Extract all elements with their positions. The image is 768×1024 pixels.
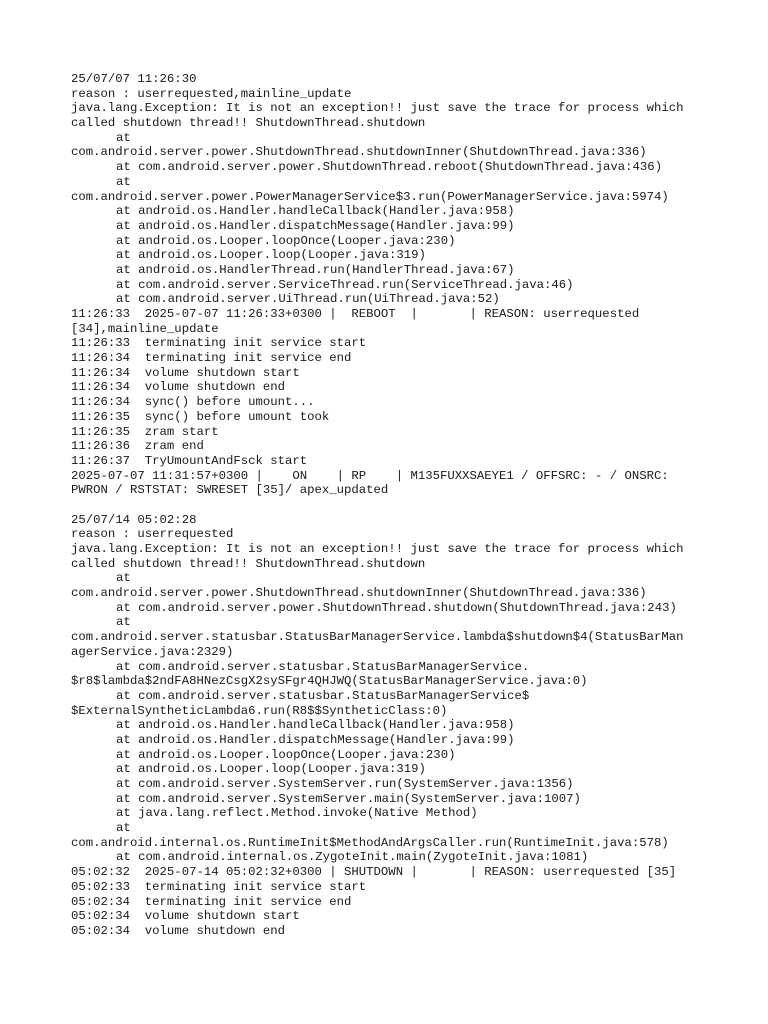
log-line: 05:02:34 terminating init service end	[71, 894, 352, 909]
log-line: at	[116, 174, 131, 189]
log-line: 11:26:34 volume shutdown end	[71, 380, 286, 395]
log-line: 05:02:33 terminating init service start	[71, 879, 367, 894]
log-line: com.android.server.power.ShutdownThread.shutdownInner(ShutdownThread.java:336)	[71, 145, 647, 160]
log-line: at	[116, 615, 131, 630]
log-line: at android.os.Looper.loopOnce(Looper.java:230)	[116, 233, 456, 248]
log-line: 05:02:32 2025-07-14 05:02:32+0300 | SHUTDOWN | | REASON: userrequested [35]	[71, 865, 677, 880]
log-line: at java.lang.reflect.Method.invoke(Native Method)	[116, 806, 478, 821]
log-line: 05:02:34 volume shutdown end	[71, 923, 286, 938]
log-line: reason : userrequested,mainline_update	[71, 86, 352, 101]
log-line: called shutdown thread!! ShutdownThread.shutdown	[71, 556, 426, 571]
log-line: at android.os.Looper.loop(Looper.java:319)	[116, 248, 426, 263]
log-line: reason : userrequested	[71, 527, 234, 542]
log-line: 25/07/14 05:02:28	[71, 512, 197, 527]
log-line: called shutdown thread!! ShutdownThread.shutdown	[71, 116, 426, 131]
log-line: at com.android.server.SystemServer.run(SystemServer.java:1356)	[116, 777, 574, 791]
log-line: at android.os.Handler.handleCallback(Handler.java:958)	[116, 718, 515, 733]
log-line: 11:26:37 TryUmountAndFsck start	[71, 453, 308, 468]
log-line: at	[116, 130, 131, 145]
log-line: 25/07/07 11:26:30	[71, 72, 197, 86]
log-line: at android.os.Handler.dispatchMessage(Handler.java:99)	[116, 218, 515, 233]
log-line: [34],mainline_update	[71, 321, 219, 336]
log-line: at android.os.Handler.dispatchMessage(Handler.java:99)	[116, 732, 515, 747]
log-line: at com.android.server.SystemServer.main(SystemServer.java:1007)	[116, 791, 581, 806]
log-line: PWRON / RSTSTAT: SWRESET [35]/ apex_updated	[71, 483, 389, 498]
log-line: $r8$lambda$2ndFA8HNezCsgX2sySFgr4QHJWQ(StatusBarManagerService.java:0)	[71, 674, 588, 689]
log-line: at com.android.server.ServiceThread.run(ServiceThread.java:46)	[116, 277, 574, 292]
log-line: com.android.server.statusbar.StatusBarManagerService.lambda$shutdown$4(StatusBarMan	[71, 630, 684, 645]
log-line: 05:02:34 volume shutdown start	[71, 909, 300, 924]
log-line: 11:26:34 sync() before umount...	[71, 395, 315, 410]
log-line: at com.android.server.power.ShutdownThread.shutdown(ShutdownThread.java:243)	[116, 600, 677, 615]
log-line: at com.android.server.power.ShutdownThread.reboot(ShutdownThread.java:436)	[116, 160, 663, 175]
log-line: at	[116, 571, 131, 586]
log-line: at android.os.Looper.loop(Looper.java:319)	[116, 762, 426, 777]
log-line: com.android.server.power.ShutdownThread.shutdownInner(ShutdownThread.java:336)	[71, 586, 647, 601]
log-line: at com.android.server.UiThread.run(UiThread.java:52)	[116, 292, 500, 307]
log-line: agerService.java:2329)	[71, 644, 234, 659]
blank-line	[71, 498, 711, 513]
log-line: at com.android.internal.os.ZygoteInit.main(ZygoteInit.java:1081)	[116, 850, 589, 865]
log-line: java.lang.Exception: It is not an exception!! just save the trace for process which	[71, 542, 684, 556]
log-line: 2025-07-07 11:31:57+0300 | ON | RP | M135FUXXSAEYE1 / OFFSRC: - / ONSRC:	[71, 468, 669, 483]
log-line: at android.os.HandlerThread.run(HandlerThread.java:67)	[116, 262, 515, 277]
log-line: com.android.internal.os.RuntimeInit$MethodAndArgsCaller.run(RuntimeInit.java:578)	[71, 835, 669, 850]
log-line: 11:26:35 sync() before umount took	[71, 409, 330, 424]
log-line: 11:26:34 terminating init service end	[71, 351, 352, 366]
log-line: 11:26:36 zram end	[71, 439, 204, 454]
log-line: 11:26:35 zram start	[71, 424, 219, 439]
log-line: 11:26:33 terminating init service start	[71, 336, 367, 351]
log-line: java.lang.Exception: It is not an exception!! just save the trace for process which	[71, 101, 684, 116]
log-line: 11:26:34 volume shutdown start	[71, 365, 300, 380]
log-text-block	[71, 72, 711, 939]
log-line: at com.android.server.statusbar.StatusBarManagerService.	[116, 659, 530, 674]
log-line: 11:26:33 2025-07-07 11:26:33+0300 | REBOOT | | REASON: userrequested	[71, 307, 640, 321]
log-line: $ExternalSyntheticLambda6.run(R8$$SyntheticClass:0)	[71, 703, 448, 718]
log-line: at android.os.Looper.loopOnce(Looper.java:230)	[116, 747, 456, 762]
log-line: at com.android.server.statusbar.StatusBarManagerService$	[116, 688, 530, 703]
log-line: at	[116, 821, 131, 836]
log-line: com.android.server.power.PowerManagerService$3.run(PowerManagerService.java:5974)	[71, 189, 669, 204]
log-line: at android.os.Handler.handleCallback(Handler.java:958)	[116, 204, 515, 219]
